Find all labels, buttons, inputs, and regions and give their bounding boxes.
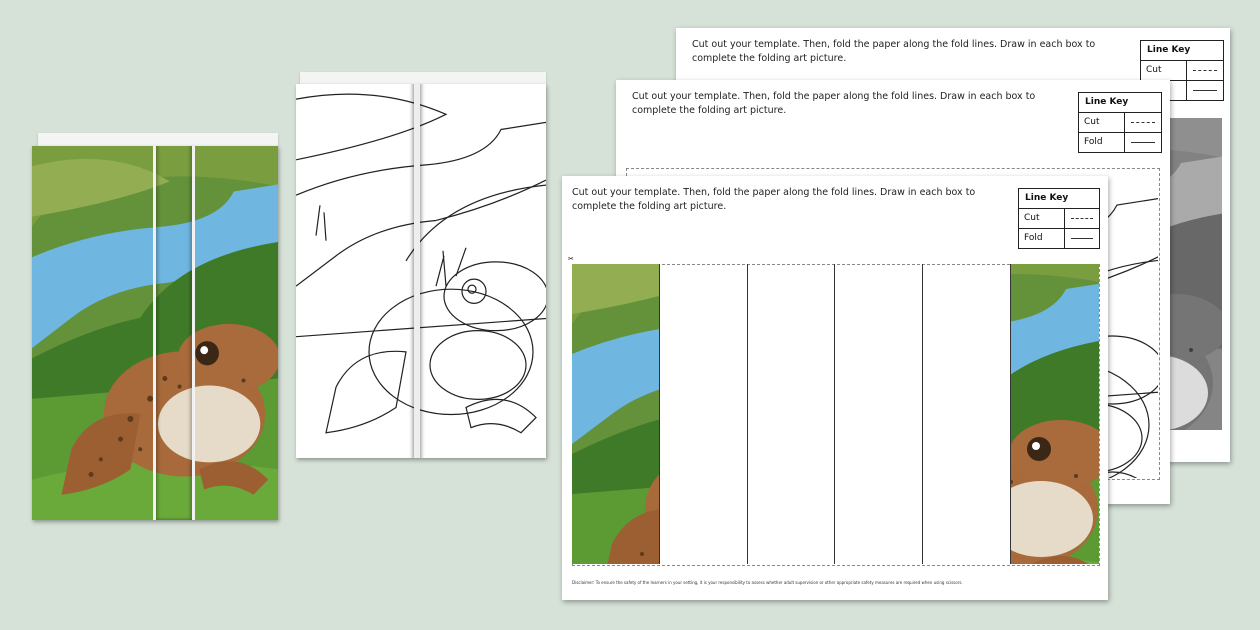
line-key-title: Line Key — [1079, 93, 1161, 113]
fold-label: Fold — [1019, 229, 1065, 248]
fold-flap — [414, 84, 420, 458]
instructions: Cut out your template. Then, fold the paper along the fold lines. Draw in each box to complete the folding art picture. — [692, 39, 1096, 64]
fold-label: Fold — [1079, 133, 1125, 152]
line-key — [1018, 188, 1100, 249]
disclaimer: Disclaimer: To ensure the safety of the learners in your setting, it is your responsibility to assess whether adult supervision or other appropriate safety measures are required when using scissors. — [572, 580, 963, 585]
instructions: Cut out your template. Then, fold the paper along the fold lines. Draw in each box to complete the folding art picture. — [572, 187, 976, 212]
folded-model-bw — [296, 84, 546, 458]
line-key — [1078, 92, 1162, 153]
cut-label: Cut — [1019, 209, 1065, 228]
blank-draw-box-1[interactable] — [659, 264, 660, 564]
left-color-panel — [572, 264, 659, 564]
river-landscape-illustration — [296, 84, 546, 458]
scissors-icon: ✂ — [568, 255, 574, 263]
blank-draw-box-2[interactable] — [747, 264, 748, 564]
toad-illustration — [572, 264, 659, 564]
right-color-panel — [1010, 264, 1099, 564]
cut-label: Cut — [1141, 61, 1187, 80]
folded-model-color — [32, 146, 278, 520]
blank-draw-box-4[interactable] — [922, 264, 923, 564]
line-key-title: Line Key — [1019, 189, 1099, 209]
blank-draw-box-3[interactable] — [834, 264, 835, 564]
fold-flap — [153, 146, 195, 520]
worksheet-color — [562, 176, 1108, 600]
cut-label: Cut — [1079, 113, 1125, 132]
instructions: Cut out your template. Then, fold the paper along the fold lines. Draw in each box to complete the folding art picture. — [632, 91, 1036, 116]
line-key-title: Line Key — [1141, 41, 1223, 61]
toad-illustration — [1010, 264, 1099, 564]
